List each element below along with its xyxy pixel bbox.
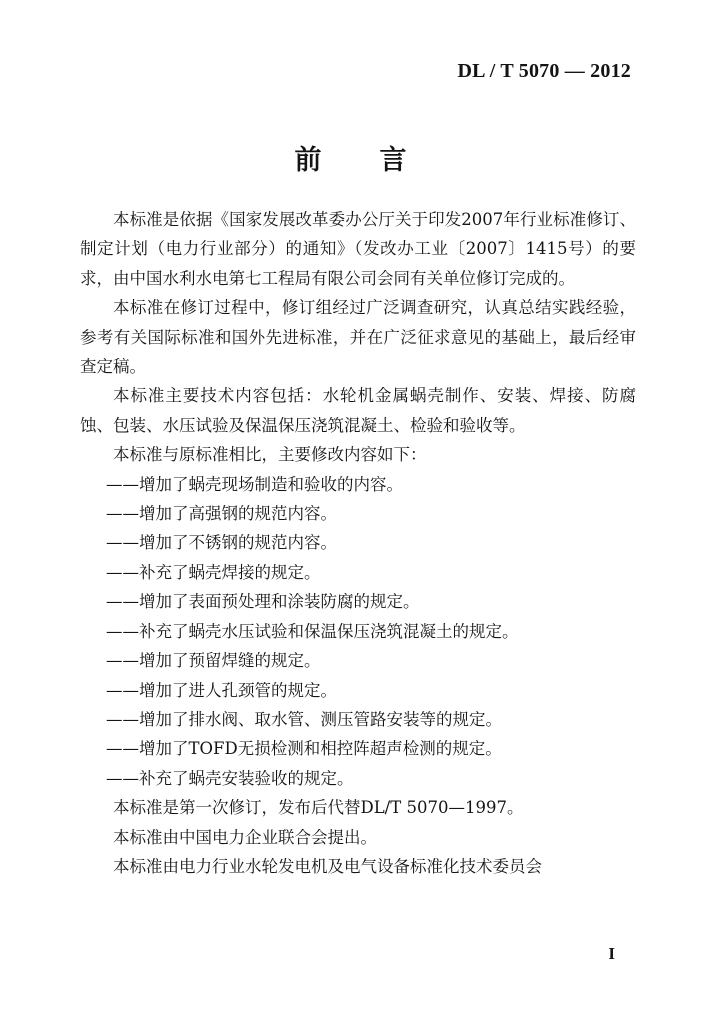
paragraph-revision: 本标准是第一次修订，发布后代替DL/T 5070—1997。 (113, 798, 524, 818)
change-item: ——补充了蜗壳安装验收的规定。 (106, 768, 354, 788)
change-item: ——增加了预留焊缝的规定。 (106, 651, 321, 671)
standard-code: DL / T 5070 — 2012 (457, 60, 631, 82)
change-item: ——补充了蜗壳焊接的规定。 (106, 562, 321, 582)
page-number: I (608, 944, 615, 963)
change-item: ——增加了高强钢的规范内容。 (106, 504, 337, 524)
paragraph-process: 本标准在修订过程中，修订组经过广泛调查研究，认真总结实践经验，参考有关国际标准和国外先进标准，并在广泛征求意见的基础上，最后经审查定稿。 (80, 298, 636, 377)
page-title (0, 138, 701, 177)
title-char-1: 前 (294, 145, 322, 176)
change-item: ——增加了进人孔颈管的规定。 (106, 680, 337, 700)
title-char-2: 言 (379, 145, 407, 176)
paragraph-proposer: 本标准由中国电力企业联合会提出。 (113, 827, 377, 847)
change-item: ——增加了蜗壳现场制造和验收的内容。 (106, 474, 403, 494)
change-item: ——增加了表面预处理和涂装防腐的规定。 (106, 592, 420, 612)
paragraph-committee: 本标准由电力行业水轮发电机及电气设备标准化技术委员会 (113, 856, 542, 876)
change-item: ——增加了不锈钢的规范内容。 (106, 533, 337, 553)
paragraph-changes-intro: 本标准与原标准相比，主要修改内容如下： (113, 445, 427, 465)
change-item: ——增加了排水阀、取水管、测压管路安装等的规定。 (106, 709, 502, 729)
paragraph-basis: 本标准是依据《国家发展改革委办公厅关于印发2007年行业标准修订、制定计划（电力行业部分）的通知》（发改办工业〔2007〕1415号）的要求，由中国水利水电第七工程局有限公司会同有关单位修订完成的。 (80, 210, 636, 288)
change-item: ——增加了TOFD无损检测和相控阵超声检测的规定。 (106, 739, 502, 759)
preface-body (80, 205, 636, 881)
paragraph-content: 本标准主要技术内容包括：水轮机金属蜗壳制作、安装、焊接、防腐蚀、包装、水压试验及保温保压浇筑混凝土、检验和验收等。 (80, 386, 636, 435)
change-item: ——补充了蜗壳水压试验和保温保压浇筑混凝土的规定。 (106, 621, 519, 641)
